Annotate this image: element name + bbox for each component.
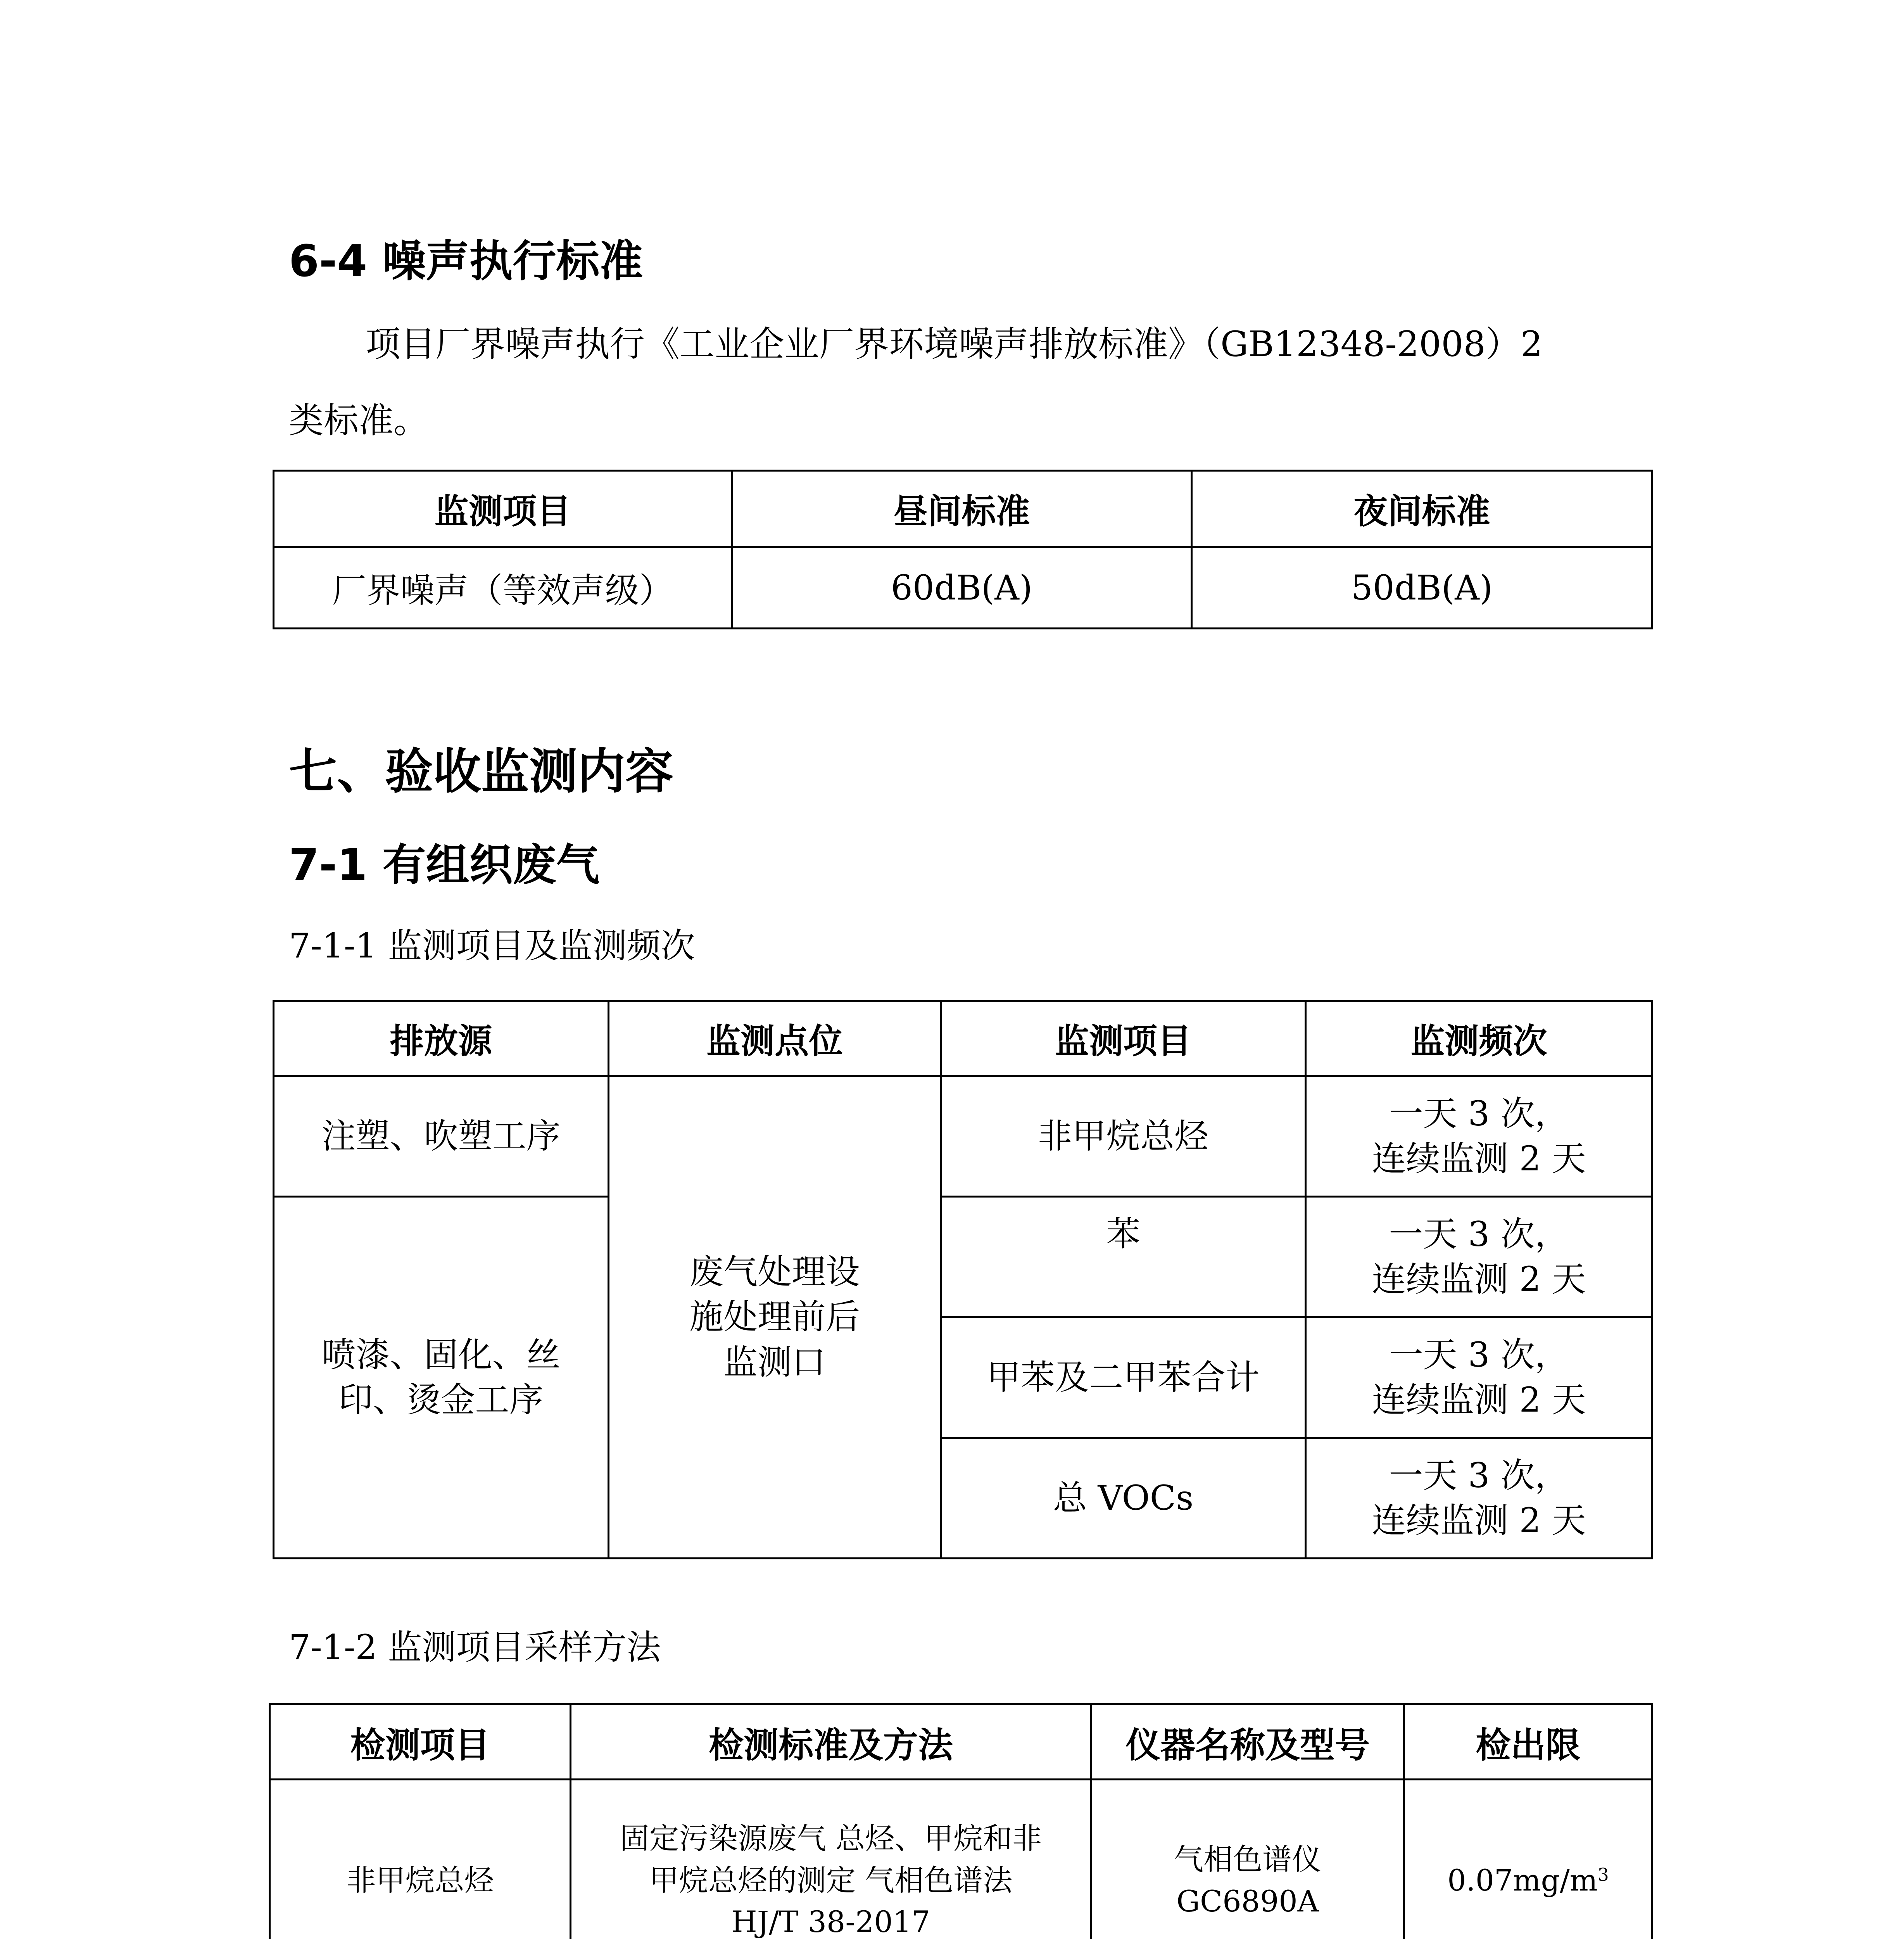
section-heading-6-4: 6-4 噪声执行标准	[289, 236, 643, 287]
table-cell-item: 非甲烷总烃	[941, 1076, 1306, 1197]
sampling-method-table	[269, 1703, 1653, 1939]
table-cell: 60dB(A)	[732, 547, 1192, 629]
table-cell-frequency: 一天 3 次， 连续监测 2 天	[1306, 1197, 1652, 1317]
table-header: 监测点位	[609, 1001, 941, 1076]
table-cell-method: 固定污染源废气 总烃、甲烷和非 甲烷总烃的测定 气相色谱法 HJ/T 38-2017	[571, 1780, 1091, 1939]
section-heading-7: 七、验收监测内容	[289, 744, 674, 800]
table-caption-7-1-2: 7-1-2 监测项目采样方法	[289, 1627, 661, 1667]
table-cell-item: 非甲烷总烃	[270, 1780, 571, 1939]
table-cell-frequency: 一天 3 次， 连续监测 2 天	[1306, 1317, 1652, 1438]
monitoring-frequency-table	[273, 1000, 1653, 1559]
table-cell-limit: $0.07mg/m^3$	[1404, 1780, 1652, 1939]
table-caption-7-1-1: 7-1-1 监测项目及监测频次	[289, 926, 695, 966]
table-cell-item: 甲苯及二甲苯合计	[941, 1317, 1306, 1438]
table-header: 排放源	[274, 1001, 609, 1076]
paragraph-line-1: 项目厂界噪声执行《工业企业厂界环境噪声排放标准》（GB12348-2008）2	[366, 324, 1543, 365]
table-header: 监测频次	[1306, 1001, 1652, 1076]
table-cell-instrument: 气相色谱仪 GC6890A	[1091, 1780, 1404, 1939]
section-heading-7-1: 7-1 有组织废气	[289, 840, 600, 890]
table-cell: 厂界噪声（等效声级）	[274, 547, 732, 629]
table-cell-source: 喷漆、固化、丝印、烫金工序	[274, 1197, 609, 1559]
table-cell-frequency: 一天 3 次， 连续监测 2 天	[1306, 1438, 1652, 1559]
table-header: 检出限	[1404, 1704, 1652, 1780]
table-header: 夜间标准	[1192, 471, 1652, 547]
table-header: 仪器名称及型号	[1091, 1704, 1404, 1780]
table-cell-item: 总 VOCs	[941, 1438, 1306, 1559]
table-header: 昼间标准	[732, 471, 1192, 547]
table-header: 检测项目	[270, 1704, 571, 1780]
noise-standard-table	[273, 470, 1653, 629]
table-cell-source: 注塑、吹塑工序	[274, 1076, 609, 1197]
table-header: 检测标准及方法	[571, 1704, 1091, 1780]
table-cell-frequency: 一天 3 次， 连续监测 2 天	[1306, 1076, 1652, 1197]
table-header: 监测项目	[941, 1001, 1306, 1076]
table-cell-point: 废气处理设施处理前后监测口	[609, 1076, 941, 1559]
table-header: 监测项目	[274, 471, 732, 547]
table-cell: 50dB(A)	[1192, 547, 1652, 629]
table-cell-item: 苯	[941, 1197, 1306, 1317]
paragraph-line-2: 类标准。	[289, 400, 428, 441]
